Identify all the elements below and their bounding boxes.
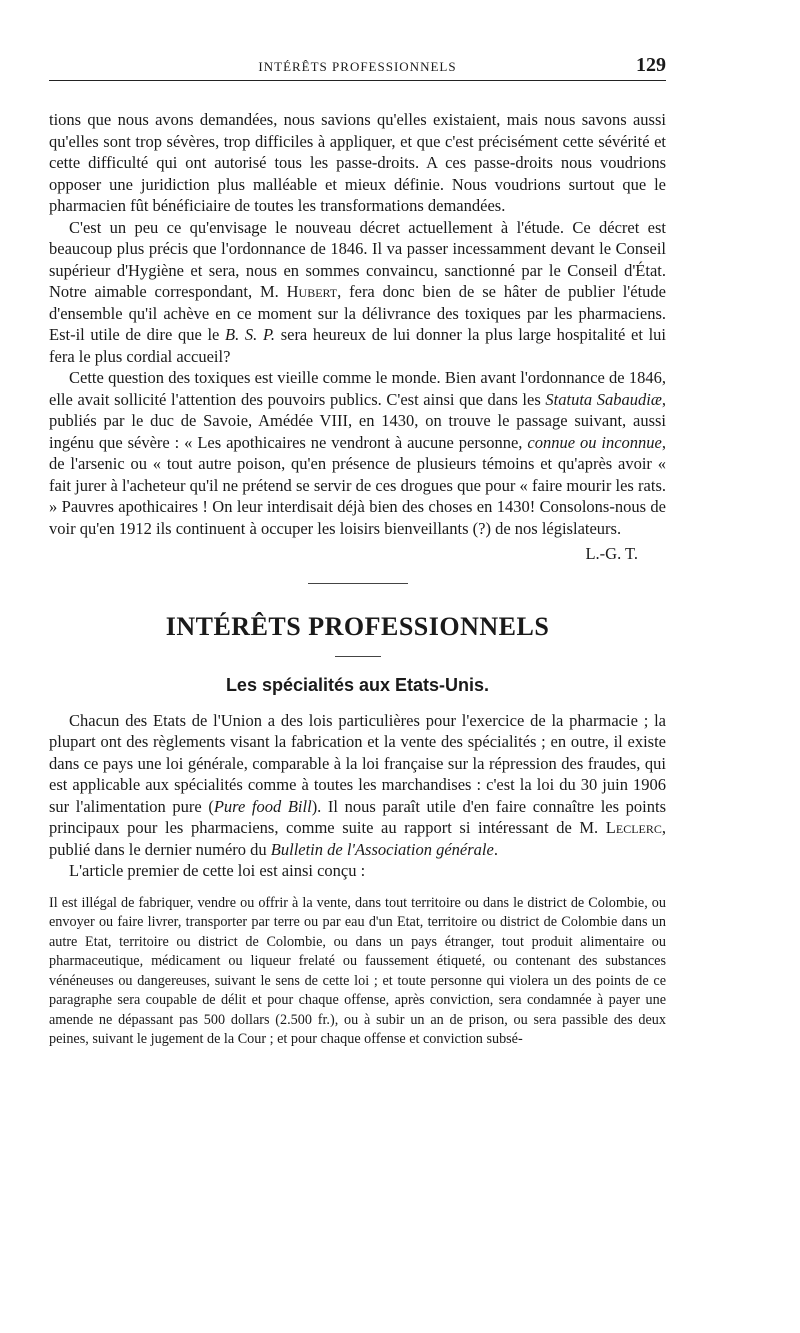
italic-text: Pure food Bill (213, 796, 312, 816)
section-title: INTÉRÊTS PROFESSIONNELS (165, 611, 550, 641)
text-run: , publiés par le duc de Savoie, Amédée VIII, en 1430, on trouve le passage suivant, aussi ingénu que sévère : « Les apothicaires ne vendront à aucune personne, (49, 389, 667, 452)
italic-text: B. S. P. (225, 325, 276, 344)
document-page (49, 50, 666, 1050)
text-run: , de l'arsenic ou « tout autre poison, qu'en présence de plusieurs témoins et qu'après avoir « fait jurer à l'acheteur qu'il ne prétend se servir de ces drogues que pour « faire mourir les rats. » Pauvres apothicaires ! On leur interdisait déjà bien des choses en 1430! Consolons-nous de voir qu'en 1912 ils continuent à occuper les loisirs bienveillants (?) de nos législateurs. (49, 432, 666, 538)
first-article (49, 109, 666, 539)
paragraph (49, 109, 666, 217)
page-header (49, 50, 666, 81)
law-quotation (49, 894, 666, 1050)
page-body (49, 109, 666, 1050)
italic-text: Bulletin de l'Association générale (270, 839, 494, 859)
small-caps-name: Hubert (286, 282, 338, 301)
page-number: 129 (636, 54, 666, 76)
text-run: C'est un peu ce qu'envisage le nouveau décret actuellement à l'étude. Ce décret est beaucoup plus précis que l'ordonnance de 1846. Il va passer incessamment devant le Conseil supérieur d'Hygiène et sera, nous en sommes convaincu, sanctionné par le Conseil d'État. Notre aimable correspondant, M. (49, 217, 666, 301)
quote-paragraph: Il est illégal de fabriquer, vendre ou offrir à la vente, dans tout territoire ou dans le district de Colombie, ou envoyer ou faire livrer, transporter par terre ou par eau d'un Etat, territoire ou district de Colombie dans un autre Etat, territoire ou district de Colombie, ou dans un pays étranger, tout produit alimentaire ou pharmaceutique, médicament ou liqueur frelaté ou faussement étiqueté, ou contenant des substances vénéneuses ou dangereuses, suivant le sens de cette loi ; et toute personne qui violera un des points de ce paragraphe sera coupable de délit et pour chaque offense, après conviction, sera condamnée à payer une amende ne dépassant pas 500 dollars (2.500 fr.), ou à subir un an de prison, ou sera passible des deux peines, suivant le jugement de la Cour ; et pour chaque offense et conviction subsé- (49, 894, 666, 1047)
article-body (49, 710, 666, 882)
text-run: , fera donc bien de se hâter de publier l'étude d'ensemble qu'il achève en ce moment sur la délivrance des toxiques par les pharmaciens. Est-il utile de dire que le (49, 282, 666, 344)
paragraph (49, 367, 666, 539)
text-run: L'article premier de cette loi est ainsi conçu : (69, 861, 366, 880)
paragraph (49, 860, 666, 882)
text-run: , publié dans le dernier numéro du (49, 818, 666, 859)
text-run: sera heureux de lui donner la plus large hospitalité et lui fera le plus cordial accueil? (49, 325, 667, 366)
paragraph (49, 217, 666, 368)
italic-text: Statuta Sabaudiæ (545, 389, 662, 409)
text-run: Cette question des toxiques est vieille comme le monde. Bien avant l'ordonnance de 1846, elle avait sollicité l'attention des pouvoirs publics. C'est ainsi que dans les (49, 368, 666, 409)
text-run: ). Il nous paraît utile d'en faire connaître les points principaux pour les pharmaciens, comme suite au rapport si intéressant de M. (49, 796, 666, 837)
section-divider (308, 583, 408, 584)
text-run: tions que nous avons demandées, nous savions qu'elles existaient, mais nous savons aussi qu'elles sont trop sévères, trop difficiles à appliquer, et que c'est précisément cette sévérité et cette difficulté qui ont autorisé tous les passe-droits. A ces passe-droits nous voudrions opposer une juridiction plus malléable et mieux définie. Nous voudrions surtout que le pharmacien fût bénéficiaire de toutes les transformations demandées. (49, 110, 666, 215)
article-subtitle: Les spécialités aux Etats-Unis. (225, 674, 490, 695)
italic-text: connue ou inconnue (527, 432, 662, 452)
text-run: . (493, 839, 498, 859)
author-signature: L.-G. T. (585, 544, 638, 563)
paragraph (49, 710, 666, 861)
small-caps-name: Leclerc (605, 818, 662, 837)
text-run: Chacun des Etats de l'Union a des lois particulières pour l'exercice de la pharmacie ; la plupart ont des règlements visant la fabrication et la vente des spécialités ; en outre, il existe dans ce pays une loi générale, comparable à la loi française sur la répression des fraudes, qui est applicable aux spécialités comme à toutes les marchandises : c'est la loi du 30 juin 1906 sur l'alimentation pure ( (49, 710, 666, 816)
running-title: INTÉRÊTS PROFESSIONNELS (258, 59, 457, 74)
title-rule (335, 656, 381, 657)
